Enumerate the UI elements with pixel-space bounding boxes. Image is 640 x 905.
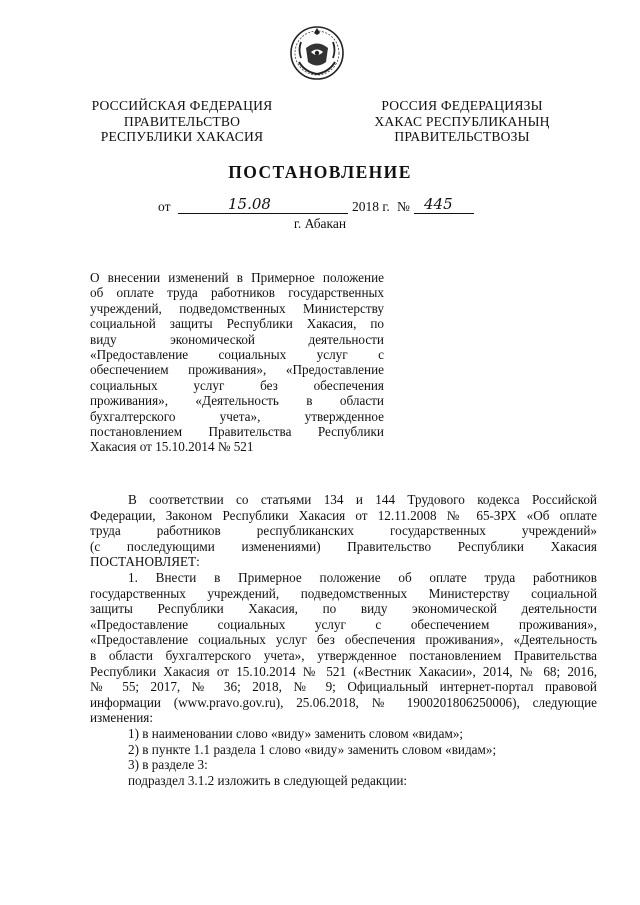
body-line: 3) в разделе 3: [128, 757, 208, 773]
subject-line: обеспечением проживания», «Предоставление [90, 362, 384, 378]
year-label: 2018 г. [352, 199, 390, 214]
header-left-line: РЕСПУБЛИКИ ХАКАСИЯ [100, 129, 264, 144]
subject-block [90, 270, 384, 455]
body-line: Федерации, Законом Республики Хакасия от 12.11.2008 № 65-ЗРХ «Об оплате [90, 507, 597, 523]
body-line: 2) в пункте 1.1 раздела 1 слово «виду» заменить словом «видам»; [128, 741, 497, 757]
body-line: государственных учреждений, подведомственных Министерству социальной [90, 585, 597, 601]
date-prefix: от [158, 199, 171, 214]
date-underline [178, 213, 348, 214]
subject-line: Хакасия от 15.10.2014 № 521 [90, 439, 254, 455]
body-line: № 55; 2017, № 36; 2018, № 9; Официальный интернет-портал правовой [90, 679, 597, 695]
body-line: 1. Внести в Примерное положение об оплате труда работников [128, 569, 597, 585]
body-line: ПОСТАНОВЛЯЕТ: [90, 554, 200, 570]
subject-line: О внесении изменений в Примерное положение [90, 270, 384, 285]
subject-line: учреждений, подведомственных Министерству [90, 300, 384, 316]
subject-line: виду экономической деятельности [90, 331, 384, 347]
header-left-line: РОССИЙСКАЯ ФЕДЕРАЦИЯ [91, 98, 273, 113]
body-line: в области бухгалтерского учета», утвержденное постановлением Правительства [90, 647, 597, 663]
header-right-line: РОССИЯ ФЕДЕРАЦИЯЗЫ [381, 98, 543, 113]
subject-line: проживания», «Деятельность в области [90, 393, 384, 409]
header-left-block [72, 98, 292, 145]
handwritten-number: 445 [424, 195, 453, 213]
body-line: защиты Республики Хакасия, по виду экономической деятельности [90, 601, 597, 617]
body-line: подраздел 3.1.2 изложить в следующей редакции: [128, 772, 408, 788]
handwritten-date: 15.08 [228, 195, 271, 213]
body-line: изменения: [90, 710, 154, 726]
header-right-line: ПРАВИТЕЛЬСТВОЗЫ [394, 129, 530, 144]
number-sign: № [397, 199, 410, 214]
number-underline [414, 213, 474, 214]
header-right-line: ХАКАС РЕСПУБЛИКАНЫҢ [374, 113, 550, 129]
subject-line: «Предоставление социальных услуг с [90, 346, 384, 362]
body-line: труда работников республиканских государственных учреждений» [90, 523, 597, 539]
document-title: ПОСТАНОВЛЕНИЕ [228, 162, 412, 182]
body-line: 1) в наименовании слово «виду» заменить словом «видам»; [128, 725, 464, 741]
body-line: (с последующими изменениями) Правительство Республики Хакасия [90, 538, 597, 554]
body-line: В соответствии со статьями 134 и 144 Трудового кодекса Российской [128, 492, 597, 507]
header-right-block [352, 98, 572, 145]
body-text [90, 492, 597, 788]
body-line: «Предоставление социальных услуг без обеспечения проживания», «Деятельность [90, 632, 597, 648]
body-line: информации (www.pravo.gov.ru), 25.06.2018, № 1900201806250006), следующие [90, 694, 597, 710]
body-line: «Предоставление социальных услуг с обеспечением проживания», [90, 616, 597, 632]
subject-line: постановлением Правительства Республики [90, 423, 384, 439]
subject-line: об оплате труда работников государственных [90, 285, 384, 301]
coat-of-arms-emblem [287, 22, 347, 82]
subject-line: социальных услуг без обеспечения [90, 377, 384, 393]
subject-line: социальной защиты Республики Хакасия, по [90, 316, 384, 332]
header-left-line: ПРАВИТЕЛЬСТВО [123, 113, 241, 129]
body-line: Республики Хакасия от 15.10.2014 № 521 («Вестник Хакасии», 2014, № 68; 2016, [90, 663, 597, 679]
city-label: г. Абакан [293, 216, 347, 231]
subject-line: бухгалтерского учета», утвержденное [90, 408, 384, 424]
